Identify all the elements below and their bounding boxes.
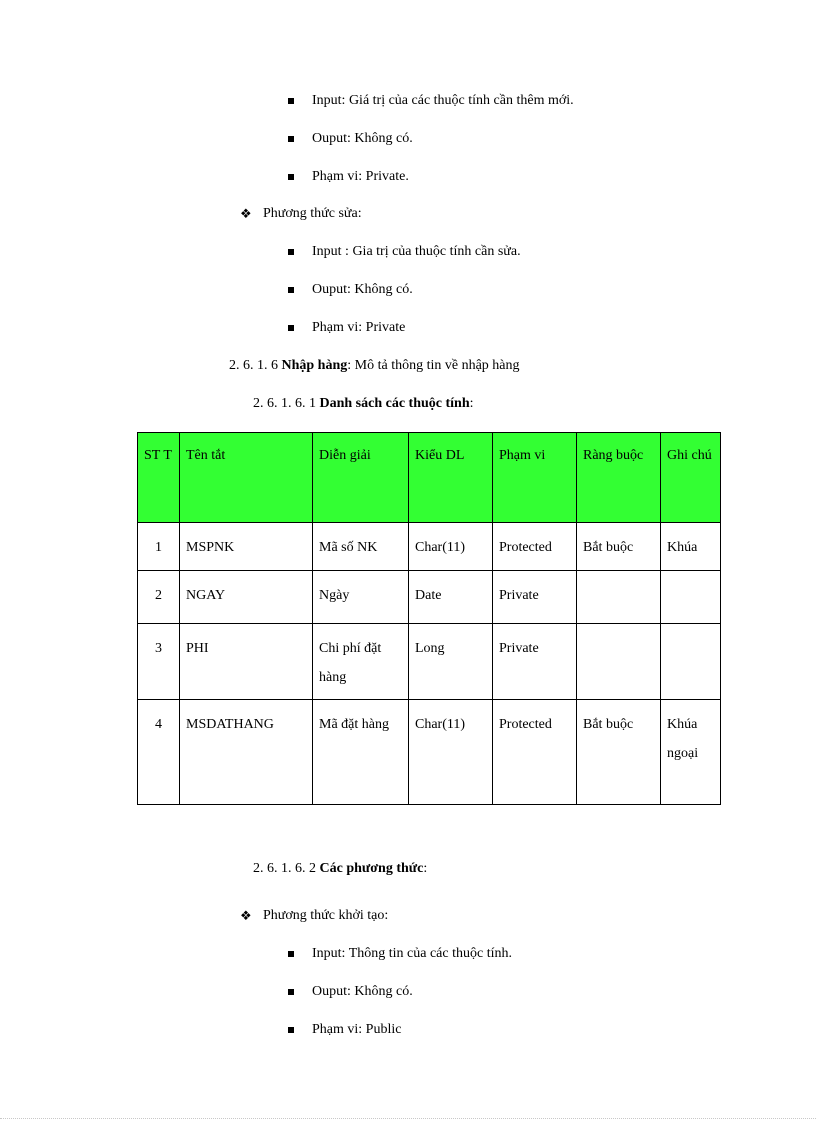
table-cell: Mã số NK <box>313 523 409 571</box>
list-item: Phạm vi: Public <box>312 1022 402 1037</box>
page-bottom-divider <box>0 1118 816 1119</box>
bullet-icon <box>288 325 294 331</box>
bullet-icon <box>288 1027 294 1033</box>
subsection-heading <box>253 395 474 413</box>
list-item: Ouput: Không có. <box>312 131 413 146</box>
section-heading <box>229 357 520 375</box>
subsection-title: Các phương thức <box>319 861 424 876</box>
header-cell-note: Ghi chú <box>661 433 721 523</box>
init-method-heading: Phương thức khởi tạo: <box>263 908 389 923</box>
table-cell: Bắt buộc <box>577 700 661 805</box>
bullet-icon <box>288 249 294 255</box>
table-cell: Date <box>409 571 493 624</box>
header-cell-scope: Phạm vi <box>493 433 577 523</box>
table-header-row <box>138 433 721 523</box>
table-cell: Khúa ngoại <box>661 700 721 805</box>
subsection-number: 2. 6. 1. 6. 1 <box>253 396 316 411</box>
table-cell: Bắt buộc <box>577 523 661 571</box>
table-cell: Chi phí đặt hàng <box>313 624 409 700</box>
table-cell <box>661 571 721 624</box>
section-desc: : Mô tả thông tin về nhập hàng <box>347 358 520 373</box>
table-cell: 3 <box>138 624 180 700</box>
subsection-heading <box>253 860 427 878</box>
subsection-title: Danh sách các thuộc tính <box>319 396 470 411</box>
table-cell: PHI <box>180 624 313 700</box>
bullet-icon <box>288 989 294 995</box>
table-cell: Char(11) <box>409 700 493 805</box>
diamond-bullet-icon: ❖ <box>240 206 252 221</box>
table-cell: Khúa <box>661 523 721 571</box>
table-cell: MSPNK <box>180 523 313 571</box>
header-cell-stt: ST T <box>138 433 180 523</box>
table-cell: Private <box>493 624 577 700</box>
header-cell-type: Kiểu DL <box>409 433 493 523</box>
table-cell: Long <box>409 624 493 700</box>
diamond-bullet-icon: ❖ <box>240 908 252 923</box>
table-cell: Char(11) <box>409 523 493 571</box>
table-cell <box>577 571 661 624</box>
table-cell <box>577 624 661 700</box>
header-cell-name: Tên tắt <box>180 433 313 523</box>
bullet-icon <box>288 174 294 180</box>
table-row <box>138 700 721 805</box>
list-item: Ouput: Không có. <box>312 984 413 999</box>
table-cell: 2 <box>138 571 180 624</box>
subsection-suffix: : <box>423 861 428 876</box>
table-row <box>138 523 721 571</box>
section-number: 2. 6. 1. 6 <box>229 358 278 373</box>
table-cell: Protected <box>493 523 577 571</box>
table-cell: 1 <box>138 523 180 571</box>
bullet-icon <box>288 98 294 104</box>
list-item: Input : Gia trị của thuộc tính cần sửa. <box>312 244 521 259</box>
list-item: Input: Giá trị của các thuộc tính cần thêm mới. <box>312 93 574 108</box>
table-cell: Ngày <box>313 571 409 624</box>
header-cell-desc: Diễn giải <box>313 433 409 523</box>
table-cell <box>661 624 721 700</box>
table-cell: 4 <box>138 700 180 805</box>
list-item: Phạm vi: Private. <box>312 169 409 184</box>
table-row <box>138 571 721 624</box>
list-item: Ouput: Không có. <box>312 282 413 297</box>
table-cell: Private <box>493 571 577 624</box>
table-cell: Mã đặt hàng <box>313 700 409 805</box>
bullet-icon <box>288 951 294 957</box>
subsection-number: 2. 6. 1. 6. 2 <box>253 861 316 876</box>
header-cell-constraint: Ràng buộc <box>577 433 661 523</box>
table-cell: NGAY <box>180 571 313 624</box>
bullet-icon <box>288 136 294 142</box>
table-row <box>138 624 721 700</box>
edit-method-heading: Phương thức sửa: <box>263 206 362 221</box>
attributes-table <box>137 432 721 805</box>
list-item: Input: Thông tin của các thuộc tính. <box>312 946 512 961</box>
bullet-icon <box>288 287 294 293</box>
subsection-suffix: : <box>469 396 474 411</box>
table-cell: MSDATHANG <box>180 700 313 805</box>
list-item: Phạm vi: Private <box>312 320 406 335</box>
section-title: Nhập hàng <box>281 358 348 373</box>
table-cell: Protected <box>493 700 577 805</box>
